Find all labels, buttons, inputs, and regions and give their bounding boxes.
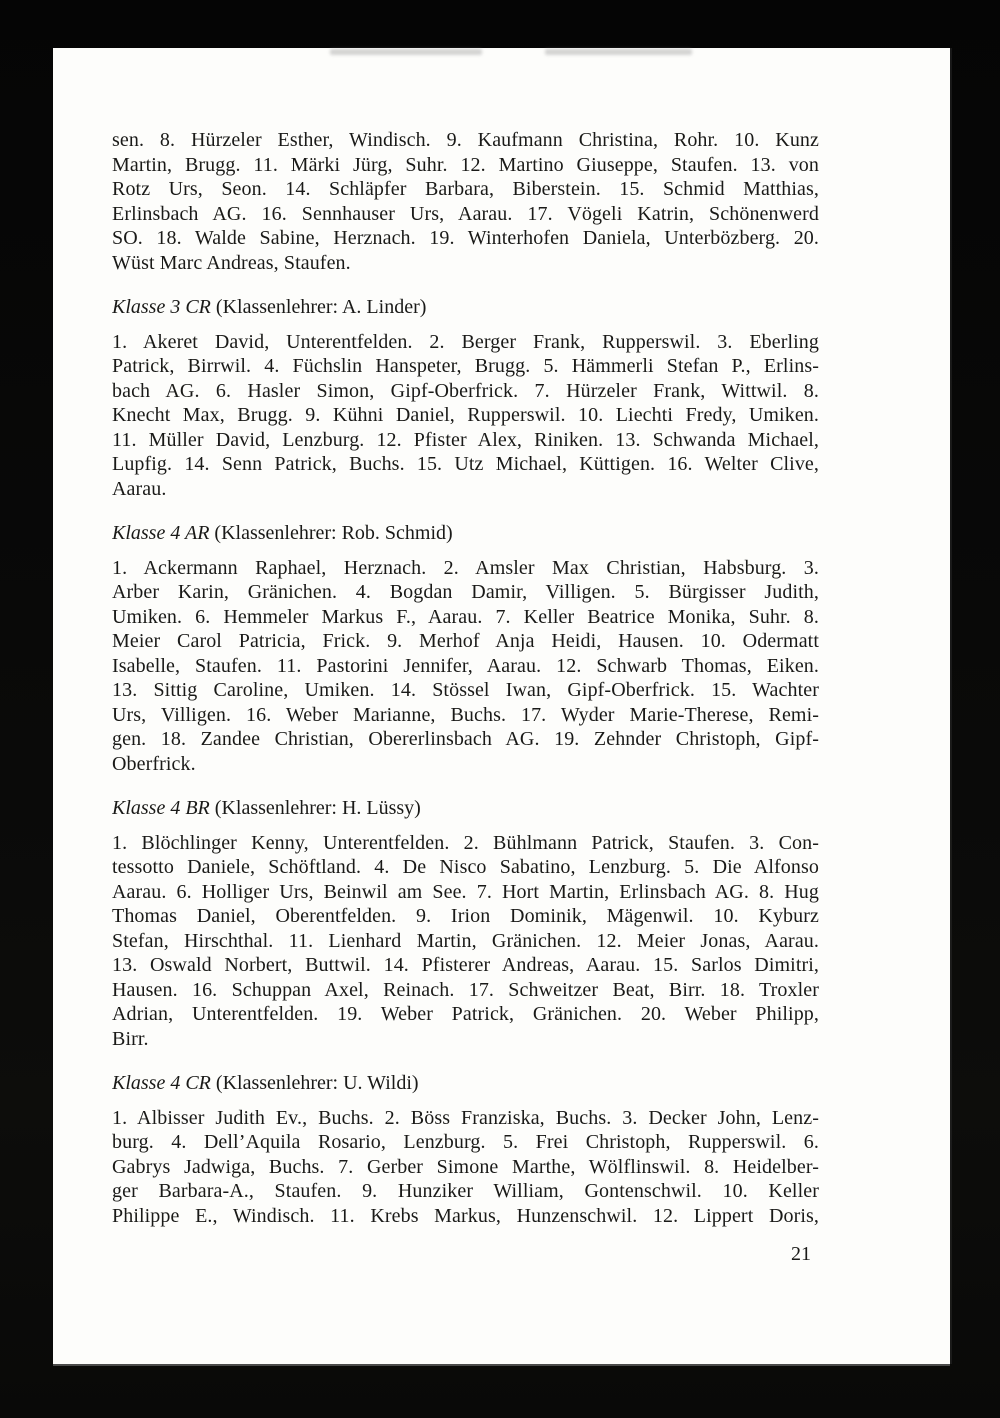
text-line: ger Barbara-A., Staufen. 9. Hunziker William, Gontenschwil. 10. Keller [112,1180,819,1202]
text-line: Stefan, Hirschthal. 11. Lienhard Martin, Gränichen. 12. Meier Jonas, Aarau. [112,929,819,952]
class-name: Klasse 3 CR [112,296,211,318]
class-list-paragraph [112,1106,819,1229]
text-line: tessotto Daniele, Schöftland. 4. De Nisco Sabatino, Lenzburg. 5. Die Alfonso [112,856,819,878]
text-line: Umiken. 6. Hemmeler Markus F., Aarau. 7. Keller Beatrice Monika, Suhr. 8. [112,605,819,628]
text-line: Rotz Urs, Seon. 14. Schläpfer Barbara, Biberstein. 15. Schmid Matthias, [112,178,819,200]
text-line: Wüst Marc Andreas, Staufen. [112,251,351,274]
text-line: Birr. [112,1027,149,1050]
text-line: Adrian, Unterentfelden. 19. Weber Patrick, Gränichen. 20. Weber Philipp, [112,1003,819,1025]
class-heading [112,796,819,821]
text-line: Lupfig. 14. Senn Patrick, Buchs. 15. Utz Michael, Küttigen. 16. Welter Clive, [112,453,819,475]
class-name: Klasse 4 AR [112,522,210,544]
text-line: burg. 4. Dell’Aquila Rosario, Lenzburg. 5. Frei Christoph, Rupperswil. 6. [112,1131,819,1153]
text-line: 1. Blöchlinger Kenny, Unterentfelden. 2. Bühlmann Patrick, Staufen. 3. Con- [112,831,819,854]
class-teacher: (Klassenlehrer: Rob. Schmid) [214,522,453,544]
text-line: 11. Müller David, Lenzburg. 12. Pfister Alex, Riniken. 13. Schwanda Michael, [112,428,819,451]
page-number: 21 [791,1243,811,1265]
text-line: 1. Akeret David, Unterentfelden. 2. Berger Frank, Rupperswil. 3. Eberling [112,330,819,353]
text-line: Martin, Brugg. 11. Märki Jürg, Suhr. 12. Martino Giuseppe, Staufen. 13. von [112,153,819,176]
text-line: bach AG. 6. Hasler Simon, Gipf-Oberfrick. 7. Hürzeler Frank, Wittwil. 8. [112,379,819,402]
text-line: Thomas Daniel, Oberentfelden. 9. Irion Dominik, Mägenwil. 10. Kyburz [112,905,819,927]
class-list-paragraph [112,330,819,502]
book-page [53,48,950,1364]
text-line: Aarau. 6. Holliger Urs, Beinwil am See. 7. Hort Martin, Erlinsbach AG. 8. Hug [112,880,819,903]
text-line: 1. Ackermann Raphael, Herznach. 2. Amsler Max Christian, Habsburg. 3. [112,556,819,579]
class-heading [112,1071,819,1096]
text-line: gen. 18. Zandee Christian, Obererlinsbach AG. 19. Zehnder Christoph, Gipf- [112,728,819,750]
text-line: Aarau. [112,477,167,500]
page-content [112,128,819,1267]
text-line: Erlinsbach AG. 16. Sennhauser Urs, Aarau. 17. Vögeli Katrin, Schönenwerd [112,202,819,225]
text-line: SO. 18. Walde Sabine, Herznach. 19. Winterhofen Daniela, Unterbözberg. 20. [112,227,819,249]
paragraph-continuation [112,128,819,275]
text-line: Arber Karin, Gränichen. 4. Bogdan Damir, Villigen. 5. Bürgisser Judith, [112,581,819,603]
class-heading [112,521,819,546]
text-line: Knecht Max, Brugg. 9. Kühni Daniel, Rupperswil. 10. Liechti Fredy, Umiken. [112,404,819,426]
text-line: Oberfrick. [112,752,196,775]
class-list-paragraph [112,831,819,1052]
class-list-paragraph [112,556,819,777]
text-line: 13. Sittig Caroline, Umiken. 14. Stössel Iwan, Gipf-Oberfrick. 15. Wachter [112,679,819,701]
ghost-text-artifact [330,49,482,55]
class-name: Klasse 4 CR [112,1072,211,1094]
class-teacher: (Klassenlehrer: U. Wildi) [215,1072,419,1094]
text-line: Isabelle, Staufen. 11. Pastorini Jennifer, Aarau. 12. Schwarb Thomas, Eiken. [112,654,819,677]
text-line: Gabrys Jadwiga, Buchs. 7. Gerber Simone Marthe, Wölflinswil. 8. Heidelber- [112,1155,819,1178]
class-name: Klasse 4 BR [112,797,210,819]
text-line: 1. Albisser Judith Ev., Buchs. 2. Böss Franziska, Buchs. 3. Decker John, Lenz- [112,1106,819,1129]
text-line: sen. 8. Hürzeler Esther, Windisch. 9. Kaufmann Christina, Rohr. 10. Kunz [112,129,819,151]
text-line: 13. Oswald Norbert, Buttwil. 14. Pfisterer Andreas, Aarau. 15. Sarlos Dimitri, [112,954,819,976]
class-heading [112,295,819,320]
text-line: Patrick, Birrwil. 4. Füchslin Hanspeter, Brugg. 5. Hämmerli Stefan P., Erlins- [112,355,819,377]
class-teacher: (Klassenlehrer: H. Lüssy) [214,797,421,819]
class-teacher: (Klassenlehrer: A. Linder) [215,296,427,318]
text-line: Philippe E., Windisch. 11. Krebs Markus, Hunzenschwil. 12. Lippert Doris, [112,1204,819,1227]
text-line: Urs, Villigen. 16. Weber Marianne, Buchs. 17. Wyder Marie-Therese, Remi- [112,703,819,726]
text-line: Hausen. 16. Schuppan Axel, Reinach. 17. Schweitzer Beat, Birr. 18. Troxler [112,978,819,1001]
text-line: Meier Carol Patricia, Frick. 9. Merhof Anja Heidi, Hausen. 10. Odermatt [112,630,819,652]
ghost-text-artifact [545,49,692,55]
